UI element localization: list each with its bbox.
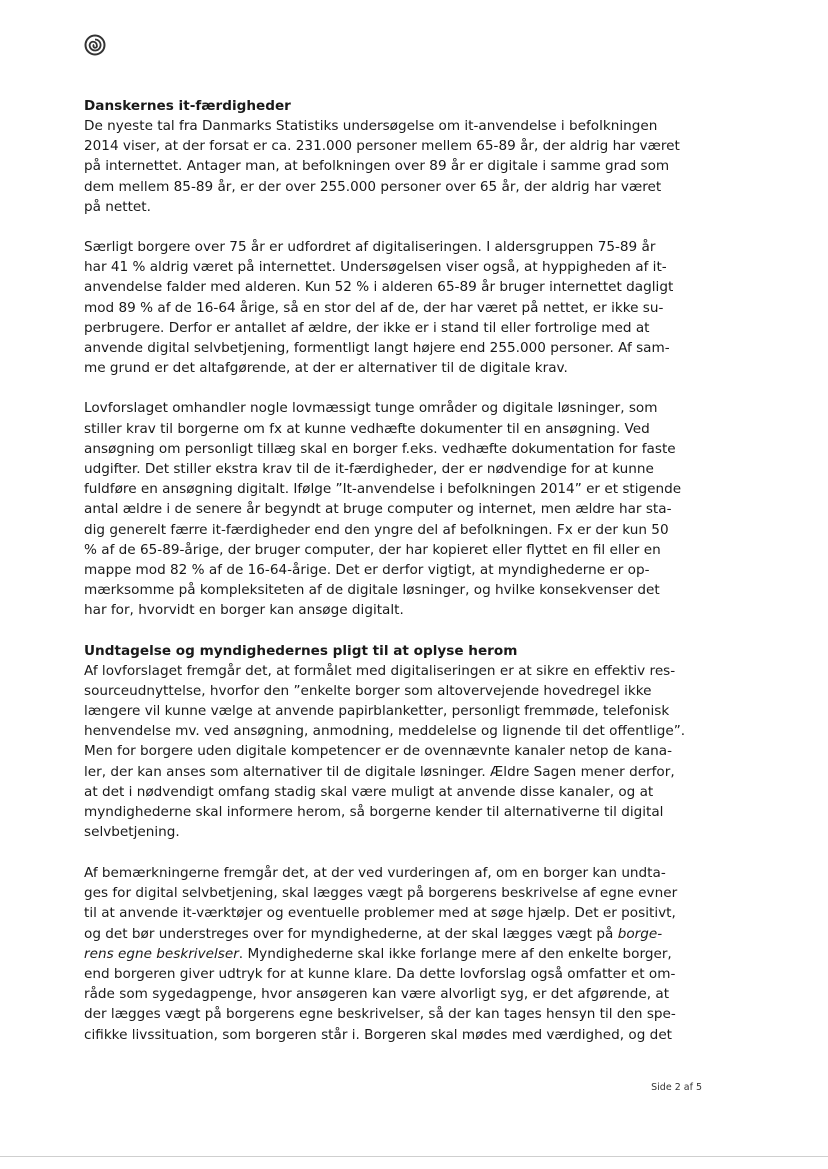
text-line: har 41 % aldrig været på internettet. Undersøgelsen viser også, at hyppigheden af it- — [84, 259, 667, 276]
text-line: mod 89 % af de 16-64 årige, så en stor del af de, der har været på nettet, er ikke su- — [84, 299, 664, 316]
text-line: på internettet. Antager man, at befolkningen over 89 år er digitale i samme grad som — [84, 158, 670, 175]
text-line: stiller krav til borgerne om fx at kunne vedhæfte dokumenter til en ansøgning. Ved — [84, 420, 650, 437]
text-line: anvende digital selvbetjening, formentligt langt højere end 255.000 personer. Af sam- — [84, 340, 670, 357]
text-line: me grund er det altafgørende, at der er alternativer til de digitale krav. — [84, 360, 568, 377]
text-line: Lovforslaget omhandler nogle lovmæssigt tunge områder og digitale løsninger, som — [84, 400, 658, 417]
text-line: Af bemærkningerne fremgår det, at der ved vurderingen af, om en borger kan undta- — [84, 865, 666, 881]
text-line: Af lovforslaget fremgår det, at formålet med digitaliseringen er at sikre en effektiv res- — [84, 662, 676, 679]
text-line: ges for digital selvbetjening, skal lægges vægt på borgerens beskrivelse af egne evner — [84, 885, 678, 902]
text-line: har for, hvorvidt en borger kan ansøge digitalt. — [84, 602, 404, 619]
bottom-divider — [0, 1156, 828, 1157]
emphasis-text: rens egne beskrivelser — [84, 945, 239, 962]
section-gap — [84, 621, 704, 641]
text-line: anvendelse falder med alderen. Kun 52 % i alderen 65-89 år bruger internettet dagligt — [84, 279, 674, 296]
text-line — [84, 944, 704, 964]
text-line: sourceudnyttelse, hvorfor den ”enkelte borger som altovervejende hovedregel ikke — [84, 682, 652, 699]
text-run: og det bør understreges over for myndighederne, at der skal lægges vægt på — [84, 925, 618, 942]
section-heading: Undtagelse og myndighedernes pligt til at oplyse herom — [84, 642, 518, 659]
text-line: Men for borgere uden digitale kompetencer er de ovennævnte kanaler netop de kana- — [84, 743, 673, 760]
text-line — [84, 924, 704, 944]
text-line: på nettet. — [84, 198, 151, 215]
text-line: mappe mod 82 % af de 16-64-årige. Det er derfor vigtigt, at myndighederne er op- — [84, 562, 650, 579]
text-line: myndighederne skal informere herom, så borgerne kender til alternativerne til digital — [84, 804, 664, 821]
text-line: dem mellem 85-89 år, er der over 255.000 personer over 65 år, der aldrig har været — [84, 178, 662, 195]
paragraph — [84, 237, 704, 378]
text-run: . Myndighederne skal ikke forlange mere af den enkelte borger, — [238, 945, 672, 962]
section-heading: Danskernes it-færdigheder — [84, 98, 291, 114]
text-line: dig generelt færre it-færdigheder end den yngre del af befolkningen. Fx er der kun 50 — [84, 521, 669, 538]
text-line: ansøgning om personligt tillæg skal en borger f.eks. vedhæfte dokumentation for faste — [84, 440, 676, 457]
text-line: fuldføre en ansøgning digitalt. Ifølge ”It-anvendelse i befolkningen 2014” er et stigende — [84, 481, 682, 498]
document-body — [84, 96, 704, 843]
text-line: De nyeste tal fra Danmarks Statistiks undersøgelse om it-anvendelse i befolkningen — [84, 118, 658, 134]
text-line: råde som sygedagpenge, hvor ansøgeren kan være alvorligt syg, er det afgørende, at — [84, 986, 670, 1003]
text-line: antal ældre i de senere år begyndt at bruge computer og internet, men ældre har sta- — [84, 501, 672, 518]
text-line: at det i nødvendigt omfang stadig skal være muligt at anvende disse kanaler, og at — [84, 783, 654, 800]
emphasis-text: borge- — [617, 925, 663, 942]
text-line: udgifter. Det stiller ekstra krav til de it-færdigheder, der er nødvendige for at kunne — [84, 461, 654, 478]
text-line: end borgeren giver udtryk for at kunne klare. Da dette lovforslag også omfatter et om- — [84, 966, 676, 983]
paragraph — [84, 863, 704, 1045]
paragraph-gap — [84, 378, 704, 398]
text-line: cifikke livssituation, som borgeren står i. Borgeren skal mødes med værdighed, og det — [84, 1026, 673, 1043]
paragraph-gap — [84, 217, 704, 237]
page-number: Side 2 af 5 — [651, 1082, 702, 1093]
text-line: perbrugere. Derfor er antallet af ældre, der ikke er i stand til eller fortrolige med at — [84, 319, 650, 336]
text-line: 2014 viser, at der forsat er ca. 231.000 personer mellem 65-89 år, der aldrig har været — [84, 138, 680, 155]
text-line: selvbetjening. — [84, 824, 180, 841]
last-paragraph-wrapper — [84, 863, 704, 1045]
spiral-logo-icon — [84, 34, 106, 56]
text-line: Særligt borgere over 75 år er udfordret af digitaliseringen. I aldersgruppen 75-89 år — [84, 239, 656, 256]
text-line: mærksomme på kompleksiteten af de digitale løsninger, og hvilke konsekvenser det — [84, 582, 660, 599]
paragraph — [84, 116, 704, 217]
text-line: til at anvende it-værktøjer og eventuelle problemer med at søge hjælp. Det er positivt, — [84, 905, 676, 922]
text-line: henvendelse mv. ved ansøgning, anmodning, meddelelse og lignende til det offentlige”. — [84, 723, 686, 740]
text-line: længere vil kunne vælge at anvende papirblanketter, personligt fremmøde, telefonisk — [84, 703, 670, 720]
paragraph — [84, 661, 704, 843]
text-line: der lægges vægt på borgerens egne beskrivelser, så der kan tages hensyn til den spe- — [84, 1006, 676, 1023]
text-line: % af de 65-89-årige, der bruger computer, der har kopieret eller flyttet en fil eller en — [84, 541, 661, 558]
text-line: ler, der kan anses som alternativer til de digitale løsninger. Ældre Sagen mener derfor, — [84, 763, 675, 780]
paragraph — [84, 398, 704, 620]
